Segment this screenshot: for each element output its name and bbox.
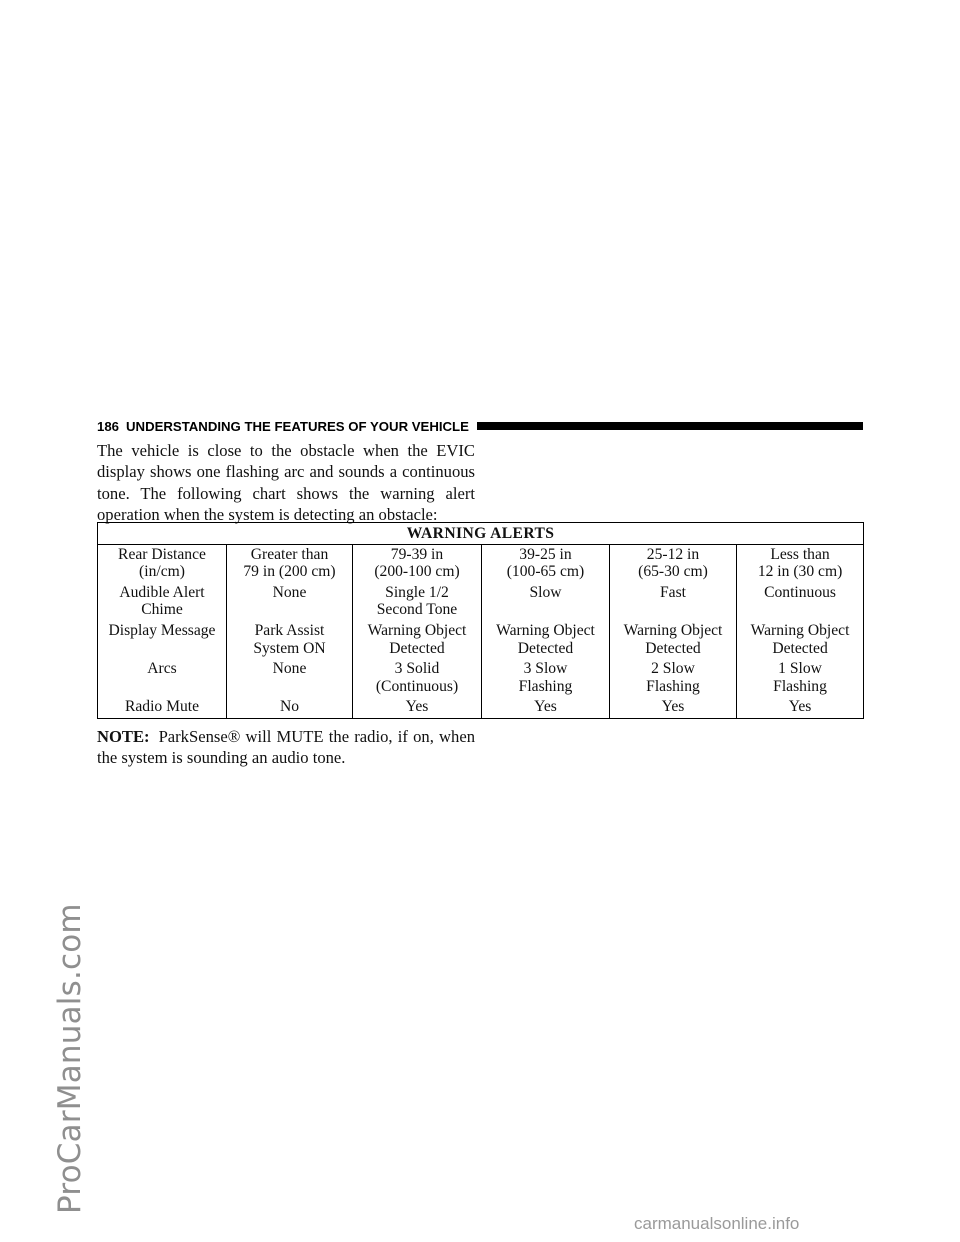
header-rule (477, 422, 863, 430)
table-cell: Slow (482, 583, 610, 621)
note-text: ParkSense® will MUTE the radio, if on, when the system is sounding an audio tone. (97, 727, 475, 768)
intro-paragraph: The vehicle is close to the obstacle when the EVIC display shows one flashing arc and sounds a continuous tone. The following chart shows the warning alert operation when the system is detecting an obstacle: (97, 441, 475, 525)
table-row (98, 659, 864, 697)
table-title: WARNING ALERTS (98, 523, 864, 545)
table-cell: Yes (353, 697, 482, 718)
table-cell: Yes (610, 697, 737, 718)
table-cell: Greater than 79 in (200 cm) (227, 544, 353, 583)
table-cell: Continuous (737, 583, 864, 621)
note-paragraph (97, 726, 475, 769)
note-label: NOTE: (97, 727, 150, 746)
table-cell: 79-39 in (200-100 cm) (353, 544, 482, 583)
table-cell: None (227, 659, 353, 697)
table-cell: Less than 12 in (30 cm) (737, 544, 864, 583)
table-cell: Yes (482, 697, 610, 718)
table-cell: Fast (610, 583, 737, 621)
table-cell: 39-25 in (100-65 cm) (482, 544, 610, 583)
table-cell: Single 1/2 Second Tone (353, 583, 482, 621)
warning-alerts-table (97, 522, 864, 719)
table-cell: 2 Slow Flashing (610, 659, 737, 697)
table-cell: Warning Object Detected (610, 621, 737, 659)
table-cell: Arcs (98, 659, 227, 697)
table-row (98, 583, 864, 621)
footer-watermark: carmanualsonline.info (634, 1214, 800, 1233)
table-row (98, 621, 864, 659)
table-cell: 3 Slow Flashing (482, 659, 610, 697)
page-number: 186 (97, 418, 120, 434)
table-cell: Warning Object Detected (353, 621, 482, 659)
table-cell: 1 Slow Flashing (737, 659, 864, 697)
section-title: UNDERSTANDING THE FEATURES OF YOUR VEHICLE (126, 418, 469, 434)
table-cell: Yes (737, 697, 864, 718)
table-row (98, 544, 864, 583)
side-watermark: ProCarManuals.com (52, 903, 88, 1214)
table-cell: Park Assist System ON (227, 621, 353, 659)
table-cell: Display Message (98, 621, 227, 659)
table-cell: Radio Mute (98, 697, 227, 718)
table-cell: 25-12 in (65-30 cm) (610, 544, 737, 583)
table-cell: Warning Object Detected (737, 621, 864, 659)
table-cell: Audible Alert Chime (98, 583, 227, 621)
table-cell: Warning Object Detected (482, 621, 610, 659)
table-cell: Rear Distance (in/cm) (98, 544, 227, 583)
table-cell: No (227, 697, 353, 718)
table-cell: None (227, 583, 353, 621)
table-cell: 3 Solid (Continuous) (353, 659, 482, 697)
page-header (97, 418, 863, 434)
table-row (98, 697, 864, 718)
